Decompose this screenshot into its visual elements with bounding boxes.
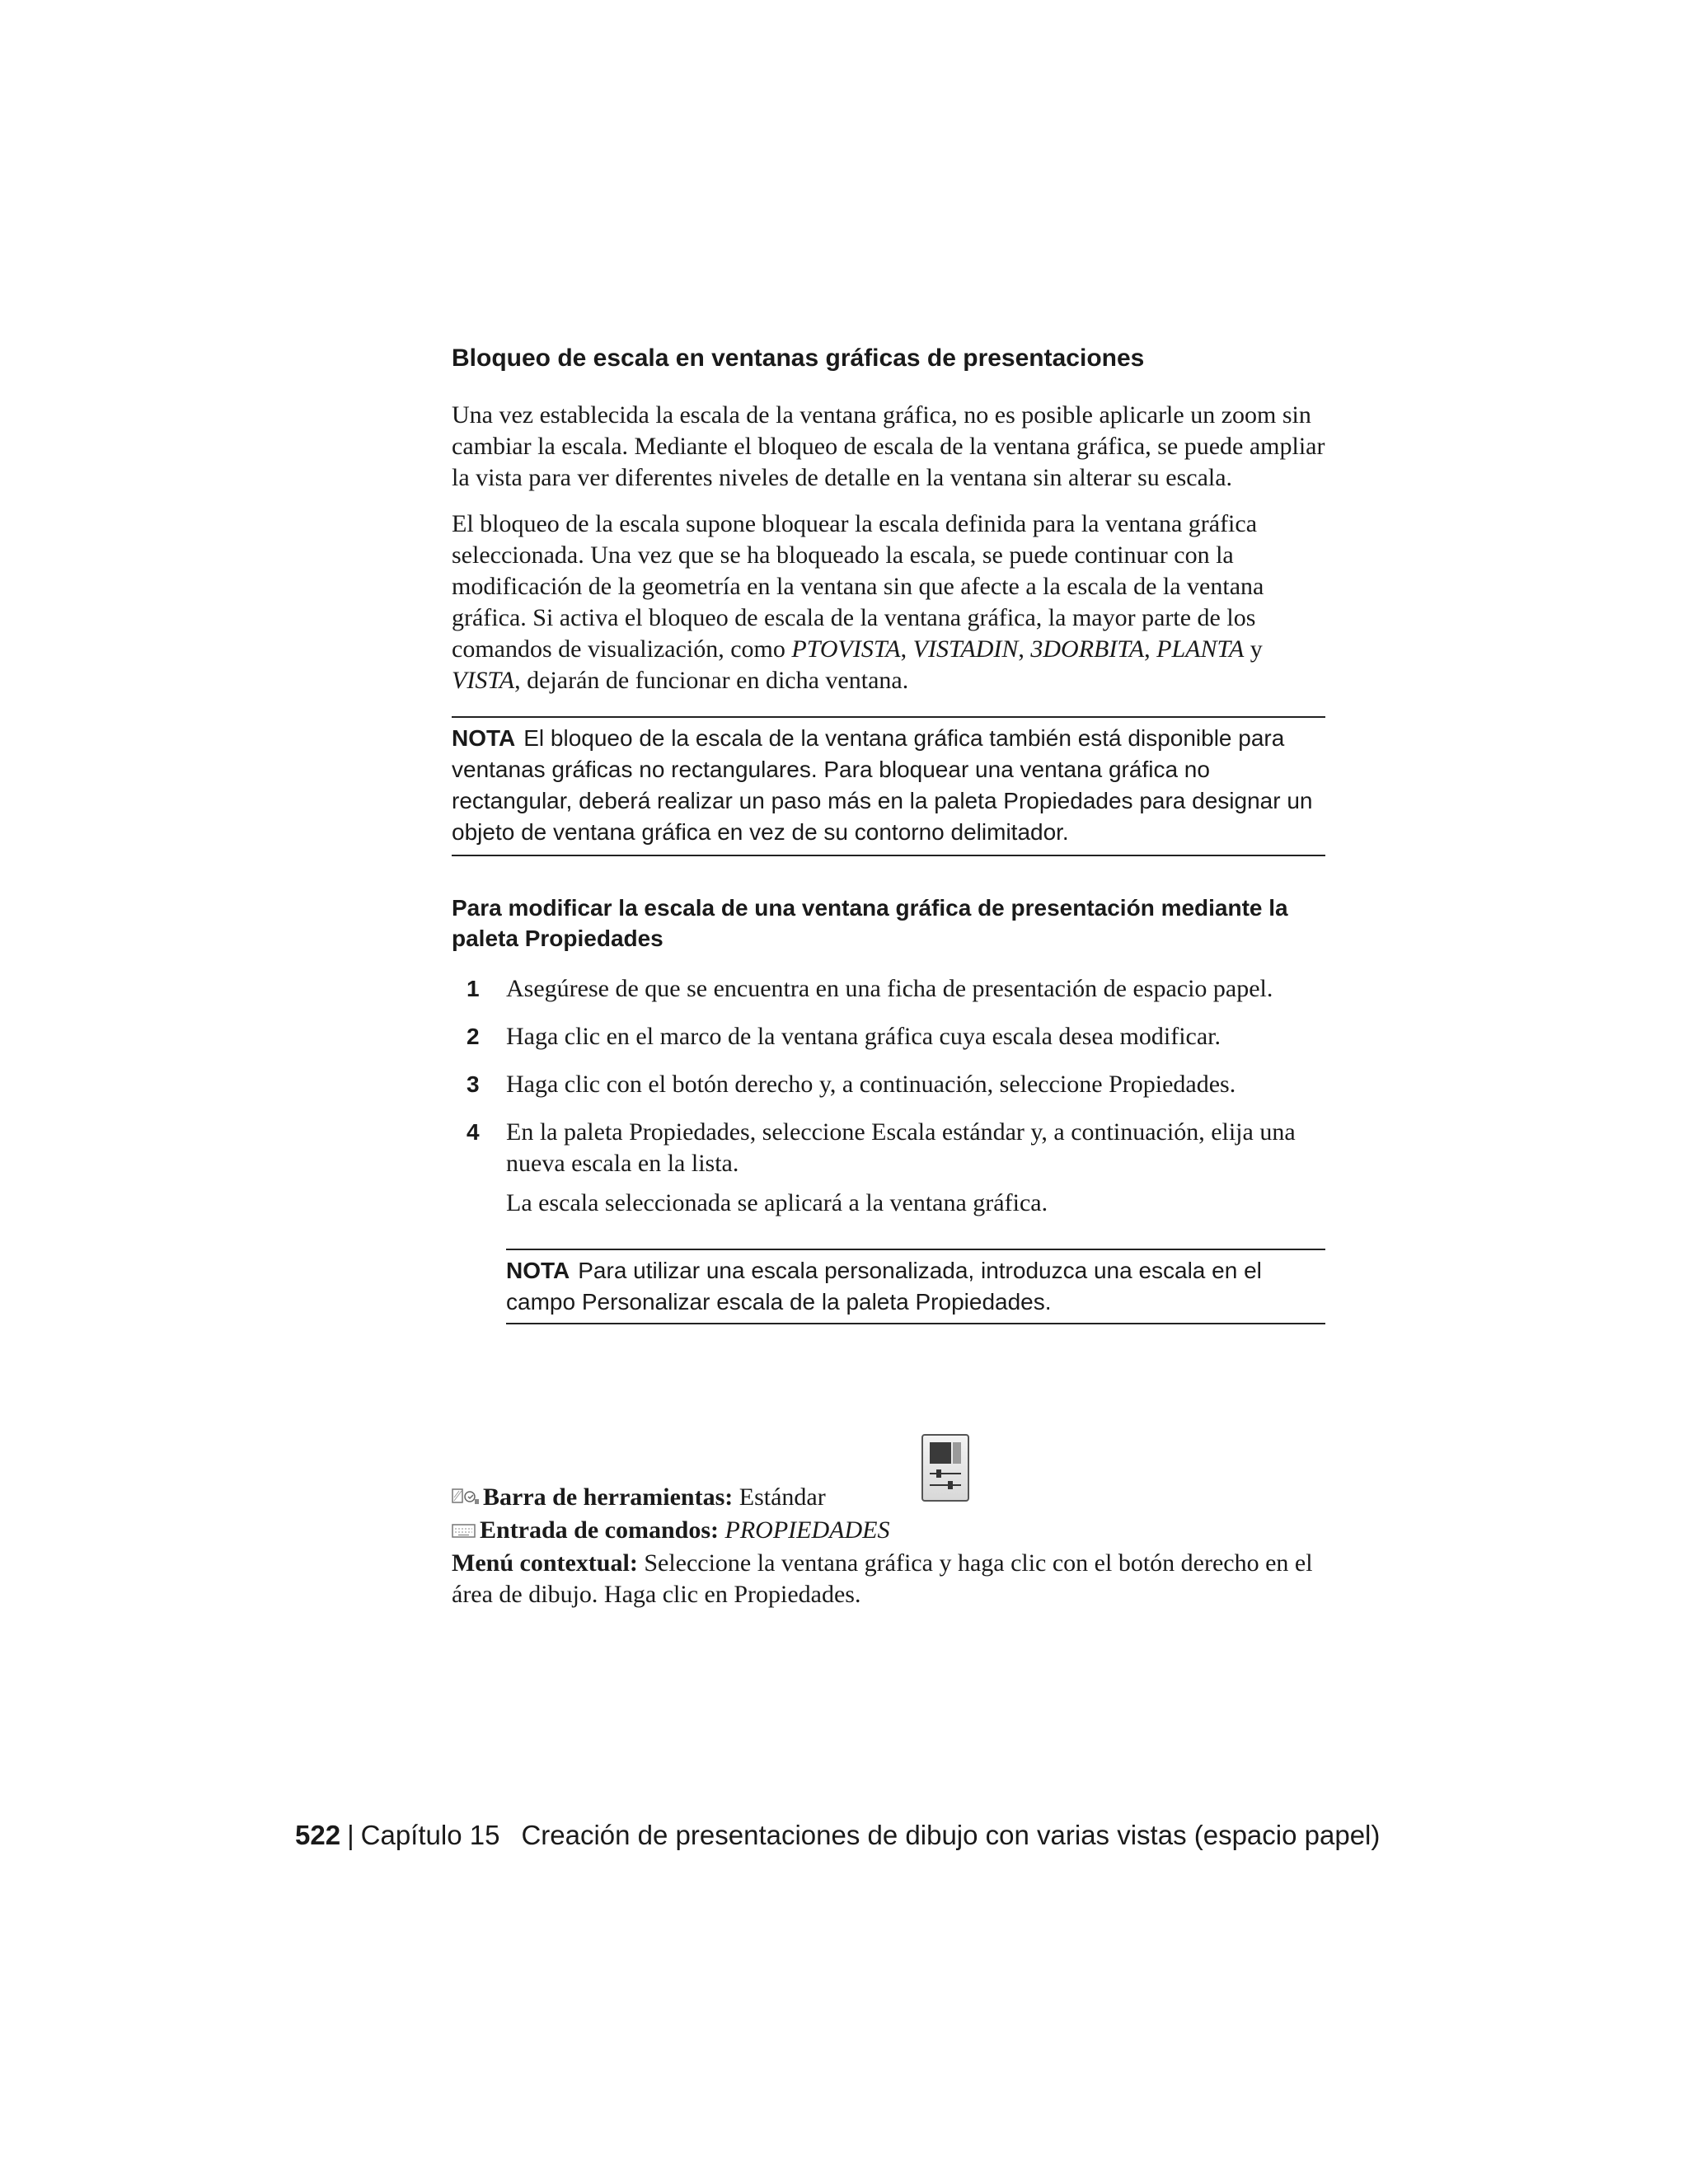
procedure-title: Para modificar la escala de una ventana gráfica de presentación mediante la paleta Propiedades (452, 895, 1288, 951)
paragraph-1: Una vez establecida la escala de la ventana gráfica, no es posible aplicarle un zoom sin cambiar la escala. Mediante el bloqueo de escala de la ventana gráfica, se puede ampliar la vista para ver diferentes niveles de detalle en la ventana sin alterar su escala. (452, 401, 1325, 491)
access-methods (452, 1434, 1342, 1610)
step-result: La escala seleccionada se aplicará a la ventana gráfica. (506, 1189, 1048, 1216)
toolbar-label: Barra de herramientas: (483, 1483, 734, 1511)
note-label: NOTA (452, 725, 516, 751)
note-text: Para utilizar una escala personalizada, introduzca una escala en el campo Personalizar escala de la paleta Propiedades. (506, 1258, 1262, 1315)
step-text: Haga clic en el marco de la ventana gráfica cuya escala desea modificar. (506, 1023, 1221, 1050)
step-item (452, 1069, 1325, 1100)
toolbar-line (452, 1482, 1342, 1515)
step-note-box (506, 1249, 1325, 1324)
keyboard-icon (452, 1516, 476, 1548)
step-text: En la paleta Propiedades, seleccione Escala estándar y, a continuación, elija una nueva escala en la lista. (506, 1118, 1296, 1177)
steps-list (452, 973, 1325, 1219)
step-number: 2 (467, 1024, 480, 1049)
command-ptovista: PTOVISTA (791, 635, 901, 663)
paragraph-2-end: , dejarán de funcionar en dicha ventana. (514, 667, 909, 694)
separator: y (1244, 635, 1263, 663)
command-label: Entrada de comandos: (480, 1516, 720, 1544)
note-text: El bloqueo de la escala de la ventana gráfica también está disponible para ventanas gráficas no rectangulares. Para bloquear una ventana gráfica no rectangular, deberá realizar un paso más en la paleta Propiedades para designar un objeto de ventana gráfica en vez de su contorno delimitador. (452, 725, 1313, 845)
command-line (452, 1515, 1342, 1548)
note-box (452, 716, 1325, 856)
step-item (452, 1021, 1325, 1052)
note-label: NOTA (506, 1258, 570, 1283)
page-footer (295, 1817, 1380, 1854)
toolbar-icon-graphic (452, 1487, 480, 1507)
menu-label: Menú contextual: (452, 1549, 638, 1577)
step-item (452, 973, 1325, 1005)
menu-value: Seleccione la ventana gráfica y haga clic con el botón derecho en el área de dibujo. Haga clic en Propiedades. (452, 1549, 1313, 1609)
footer-separator: | (347, 1820, 354, 1850)
command-3dorbita: 3DORBITA (1030, 635, 1145, 663)
step-text: Asegúrese de que se encuentra en una ficha de presentación de espacio papel. (506, 975, 1273, 1002)
paragraph-2 (452, 509, 1325, 696)
chapter-title: Creación de presentaciones de dibujo con varias vistas (espacio papel) (521, 1820, 1381, 1850)
separator: , (900, 635, 913, 663)
chapter-label: Capítulo 15 (360, 1820, 500, 1850)
toolbar-icon (452, 1483, 480, 1515)
section-title: Bloqueo de escala en ventanas gráficas de presentaciones (452, 344, 1145, 372)
toolbar-value: Estándar (733, 1483, 826, 1511)
step-number: 1 (467, 976, 480, 1001)
command-vista: VISTA (452, 667, 515, 694)
command-value: PROPIEDADES (724, 1516, 890, 1544)
step-number: 3 (467, 1071, 480, 1097)
keyboard-icon-graphic (452, 1521, 476, 1540)
separator: , (1018, 635, 1031, 663)
step-number: 4 (467, 1119, 480, 1145)
context-menu-line (452, 1548, 1342, 1610)
main-content (452, 342, 1325, 1324)
command-planta: PLANTA (1156, 635, 1245, 663)
separator: , (1144, 635, 1157, 663)
command-vistadin: VISTADIN (912, 635, 1019, 663)
page-number: 522 (295, 1820, 341, 1850)
step-item (452, 1117, 1325, 1219)
step-text: Haga clic con el botón derecho y, a continuación, seleccione Propiedades. (506, 1071, 1236, 1098)
paragraph-2-text: El bloqueo de la escala supone bloquear la escala definida para la ventana gráfica seleccionada. Una vez que se ha bloqueado la escala, se puede continuar con la modificación de la geometría en la ventana sin que afecte a la escala de la ventana gráfica. Si activa el bloqueo de escala de la ventana gráfica, la mayor parte de los comandos de visualización, como (452, 510, 1264, 663)
